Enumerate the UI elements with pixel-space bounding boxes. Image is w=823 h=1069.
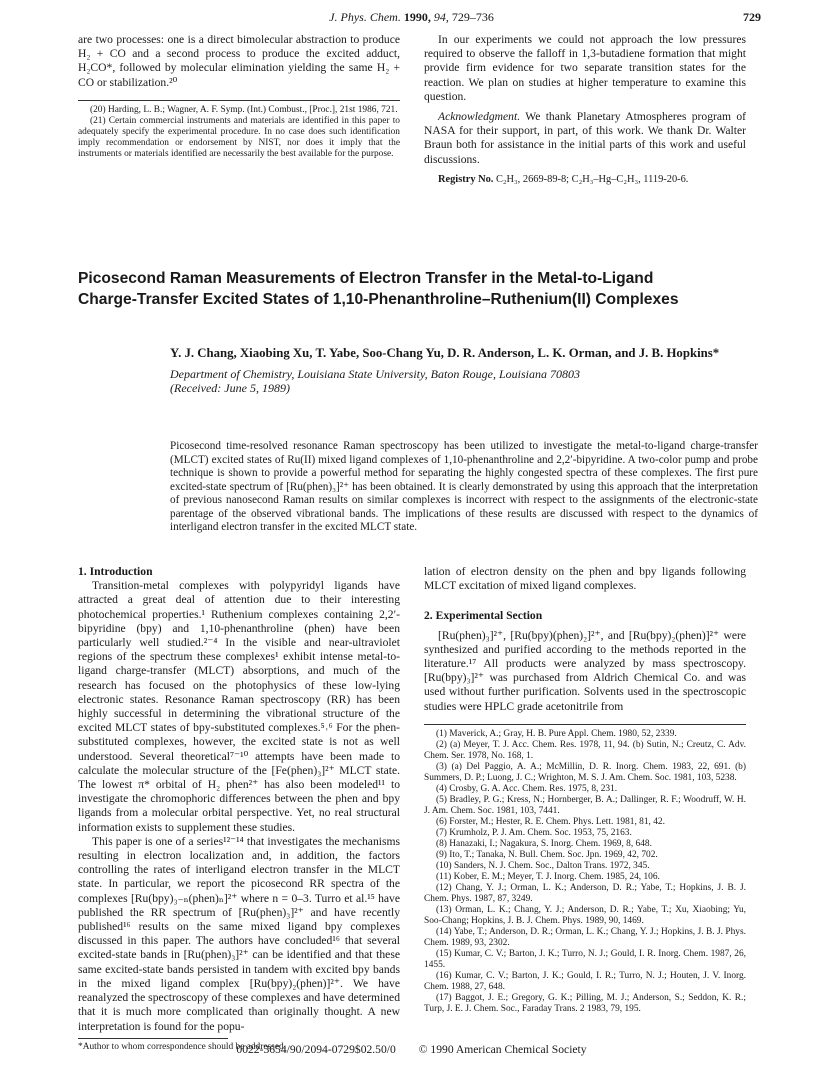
reference-item: (5) Bradley, P. G.; Kress, N.; Hornberger, B. A.; Dallinger, R. F.; Woodruff, W. H. J. Am. Chem. Soc. 1981, 103, 7441. — [424, 794, 746, 816]
corr-rule — [78, 1038, 228, 1039]
reference-item: (2) (a) Meyer, T. J. Acc. Chem. Res. 1978, 11, 94. (b) Sutin, N.; Creutz, C. Adv. Chem. Ser. 1978, No. 168, 1. — [424, 739, 746, 761]
title-line-2: Charge-Transfer Excited States of 1,10-Phenanthroline–Ruthenium(II) Complexes — [78, 291, 679, 308]
journal-pages: 729–736 — [451, 10, 494, 24]
prev-paragraph: are two processes: one is a direct bimolecular abstraction to produce H₂ + CO and a second process to produce the excited adduct, H₂CO*, followed by molecular elimination yielding the same H₂ + CO or stabilization.²⁰ — [78, 33, 400, 89]
affiliation-block — [170, 367, 770, 395]
authors: Y. J. Chang, Xiaobing Xu, T. Yabe, Soo-Chang Yu, D. R. Anderson, L. K. Orman, and J. B. Hopkins* — [170, 346, 720, 360]
acknowledgment — [424, 110, 746, 167]
right-column — [424, 565, 746, 1015]
reference-item: (3) (a) Del Paggio, A. A.; McMillin, D. R. Inorg. Chem. 1983, 22, 691. (b) Summers, D. P.; Luong, J. C.; Wrighton, M. S. J. Am. Chem. Soc. 1981, 103, 5238. — [424, 761, 746, 783]
abstract: Picosecond time-resolved resonance Raman spectroscopy has been utilized to investigate the metal-to-ligand charge-transfer (MLCT) excited states of Ru(II) mixed ligand complexes of 1,10-phenanthroline and 2,2′-bipyridine. A two-color pump and probe technique is shown to provide a powerful method for separating the highly congested spectra of these complexes. The first pure excited-state spectrum of [Ru(phen)₃]²⁺ has been obtained. It is clearly demonstrated by using this approach that the interpretation of previous nanosecond Raman results on similar complexes is incorrect with respect to the assignments of the electronic-state parentage of the observed vibrational bands. The implications of these results are discussed with respect to the dynamics of interligand electron transfer in the excited MLCT state. — [170, 440, 758, 533]
footnote-21: (21) Certain commercial instruments and materials are identified in this paper to adequately specify the experimental procedure. In no case does such identification imply recommendation or endorsement by NIST, nor does it imply that the instruments or materials identified are necessarily the best available for the purpose. — [78, 115, 400, 159]
footnote-rule — [78, 100, 400, 101]
intro-paragraph-2: This paper is one of a series¹²⁻¹⁴ that investigates the mechanisms resulting in electron localization and, in addition, the factors controlling the rates of interligand electron transfer in the MLCT state. In particular, we report the picosecond RR spectra of the complexes [Ru(bpy)₃₋ₙ(phen)ₙ]²⁺ where n = 0–3. Turro et al.¹⁵ have published the RR spectrum of [Ru(phen)₃]²⁺ and have recently published¹⁶ results on the same mixed ligand bpy complexes discussed in this paper. The authors have concluded¹⁶ that several excited-state bands in [Ru(phen)₃]²⁺ can be identified and that these same excited-state bands persisted in tandem with excited bpy bands in the mixed ligand complex [Ru(bpy)₂(phen)]²⁺. We have reanalyzed the spectroscopy of these complexes and have determined that it is much more complicated than originally thought. A new interpretation is found for the popu- — [78, 834, 400, 1033]
article-title — [78, 268, 758, 310]
registry — [424, 173, 746, 187]
reference-item: (13) Orman, L. K.; Chang, Y. J.; Anderson, D. R.; Yabe, T.; Xu, Xiaobing; Yu, Soo-Chang; Hopkins, J. B. J. Chem. Phys. 1989, 90, 1469. — [424, 904, 746, 926]
prev-article-right — [424, 33, 746, 187]
reference-item: (7) Krumholz, P. J. Am. Chem. Soc. 1953, 75, 2163. — [436, 827, 632, 838]
running-header — [0, 10, 823, 25]
page-number: 729 — [743, 10, 761, 24]
experimental-paragraph: [Ru(phen)₃]²⁺, [Ru(bpy)(phen)₂]²⁺, and [Ru(bpy)₂(phen)]²⁺ were synthesized and purified according to the methods reported in the literature.¹⁷ All products were analyzed by mass spectroscopy. [Ru(bpy)₃]²⁺ was purchased from Aldrich Chemical Co. and was used without further purification. Solvents used in the spectroscopic studies were HPLC grade acetonitrile from — [424, 628, 746, 713]
prev-article-left — [78, 33, 400, 160]
ack-text: We thank Planetary Atmospheres program of NASA for their support, in part, of this work. We thank Dr. Walter Braun both for assistance in the initial parts of this work and useful discussions. — [424, 110, 746, 166]
experimental-heading: 2. Experimental Section — [424, 609, 543, 623]
affiliation: Department of Chemistry, Louisiana State University, Baton Rouge, Louisiana 70803 — [170, 367, 580, 381]
received-date: (Received: June 5, 1989) — [170, 381, 290, 395]
registry-text: C₂H₃, 2669-89-8; C₂H₃–Hg–C₂H₃, 1119-20-6. — [493, 173, 689, 185]
reference-item: (15) Kumar, C. V.; Barton, J. K.; Turro, N. J.; Gould, I. R. Inorg. Chem. 1987, 26, 1455. — [424, 948, 746, 970]
prev-right-paragraph: In our experiments we could not approach the low pressures required to observe the falloff in 1,3-butadiene formation that might provide firm evidence for two separate transition states for the reaction. We plan on studies at higher temperature to examine this question. — [424, 33, 746, 103]
reference-item: (10) Sanders, N. J. Chem. Soc., Dalton Trans. 1972, 345. — [436, 860, 650, 871]
journal-year: 1990, — [403, 10, 431, 24]
references-list — [424, 729, 746, 1015]
intro-paragraph-1: Transition-metal complexes with polypyridyl ligands have attracted a great deal of attention due to their interesting photochemical properties.¹ Ruthenium complexes containing 2,2′-bipyridine (bpy) and 1,10-phenanthroline (phen) have been particularly well studied.²⁻⁴ In the visible and near-ultraviolet regions of the spectrum these complexes¹ exhibit intense metal-to-ligand charge-transfer (MLCT) absorptions, and much of the research has focused on the photophysics of these low-lying electronic states. Resonance Raman spectroscopy (RR) has been highly successful in determining the vibrational structure of the excited MLCT states of bpy-substituted complexes.⁵˒⁶ For the phen-substituted complexes, however, the excited state is not as well understood. Several theoretical⁷⁻¹⁰ attempts have been made to calculate the molecular structure of the [Fe(phen)₃]²⁺ MLCT state. The lowest π* orbital of H₂ phen²⁺ has also been modeled¹¹ to investigate the chromophoric differences between the phen and bpy ligands from a molecular orbital perspective. Yet, no real structural information exists to supplement these studies. — [78, 579, 400, 834]
copyright: © 1990 American Chemical Society — [418, 1043, 587, 1056]
left-column — [78, 565, 400, 1053]
correspondence-note: *Author to whom correspondence should be addressed. — [78, 1041, 287, 1052]
title-line-1: Picosecond Raman Measurements of Electron Transfer in the Metal-to-Ligand — [78, 270, 654, 287]
article-code: 0022-3654/90/2094-0729$02.50/0 — [236, 1043, 396, 1056]
reference-item: (14) Yabe, T.; Anderson, D. R.; Orman, L. K.; Chang, Y. J.; Hopkins, J. B. J. Phys. Chem. 1989, 93, 2302. — [424, 926, 746, 948]
registry-label: Registry No. — [438, 173, 494, 185]
reference-item: (9) Ito, T.; Tanaka, N. Bull. Chem. Soc. Jpn. 1969, 42, 702. — [436, 849, 658, 860]
page-footer — [0, 1043, 823, 1056]
reference-item: (1) Maverick, A.; Gray, H. B. Pure Appl. Chem. 1980, 52, 2339. — [436, 728, 677, 739]
reference-item: (8) Hanazaki, I.; Nagakura, S. Inorg. Chem. 1969, 8, 648. — [436, 838, 652, 849]
references-rule — [424, 724, 746, 725]
reference-item: (4) Crosby, G. A. Acc. Chem. Res. 1975, 8, 231. — [436, 783, 618, 794]
reference-item: (12) Chang, Y. J.; Orman, L. K.; Anderson, D. R.; Yabe, T.; Hopkins, J. B. J. Chem. Phys. 1987, 87, 3249. — [424, 882, 746, 904]
prev-footnotes — [78, 105, 400, 160]
reference-item: (17) Baggot, J. E.; Gregory, G. K.; Pilling, M. J.; Anderson, S.; Seddon, K. R.; Turp, J. E. J. Chem. Soc., Faraday Trans. 2 1983, 79, 195. — [424, 992, 746, 1014]
reference-item: (6) Forster, M.; Hester, R. E. Chem. Phys. Lett. 1981, 81, 42. — [436, 816, 665, 827]
ack-label: Acknowledgment. — [438, 110, 521, 124]
reference-item: (11) Kober, E. M.; Meyer, T. J. Inorg. Chem. 1985, 24, 106. — [436, 871, 660, 882]
intro-continuation: lation of electron density on the phen and bpy ligands following MLCT excitation of mixed ligand complexes. — [424, 565, 746, 593]
footnote-20: (20) Harding, L. B.; Wagner, A. F. Symp. (Int.) Combust., [Proc.], 21st 1986, 721. — [90, 104, 398, 115]
intro-heading: 1. Introduction — [78, 565, 153, 578]
reference-item: (16) Kumar, C. V.; Barton, J. K.; Gould, I. R.; Turro, N. J.; Houten, J. V. Inorg. Chem. 1988, 27, 648. — [424, 970, 746, 992]
journal-volume: 94, — [433, 10, 449, 24]
journal-name: J. Phys. Chem. — [329, 10, 401, 24]
